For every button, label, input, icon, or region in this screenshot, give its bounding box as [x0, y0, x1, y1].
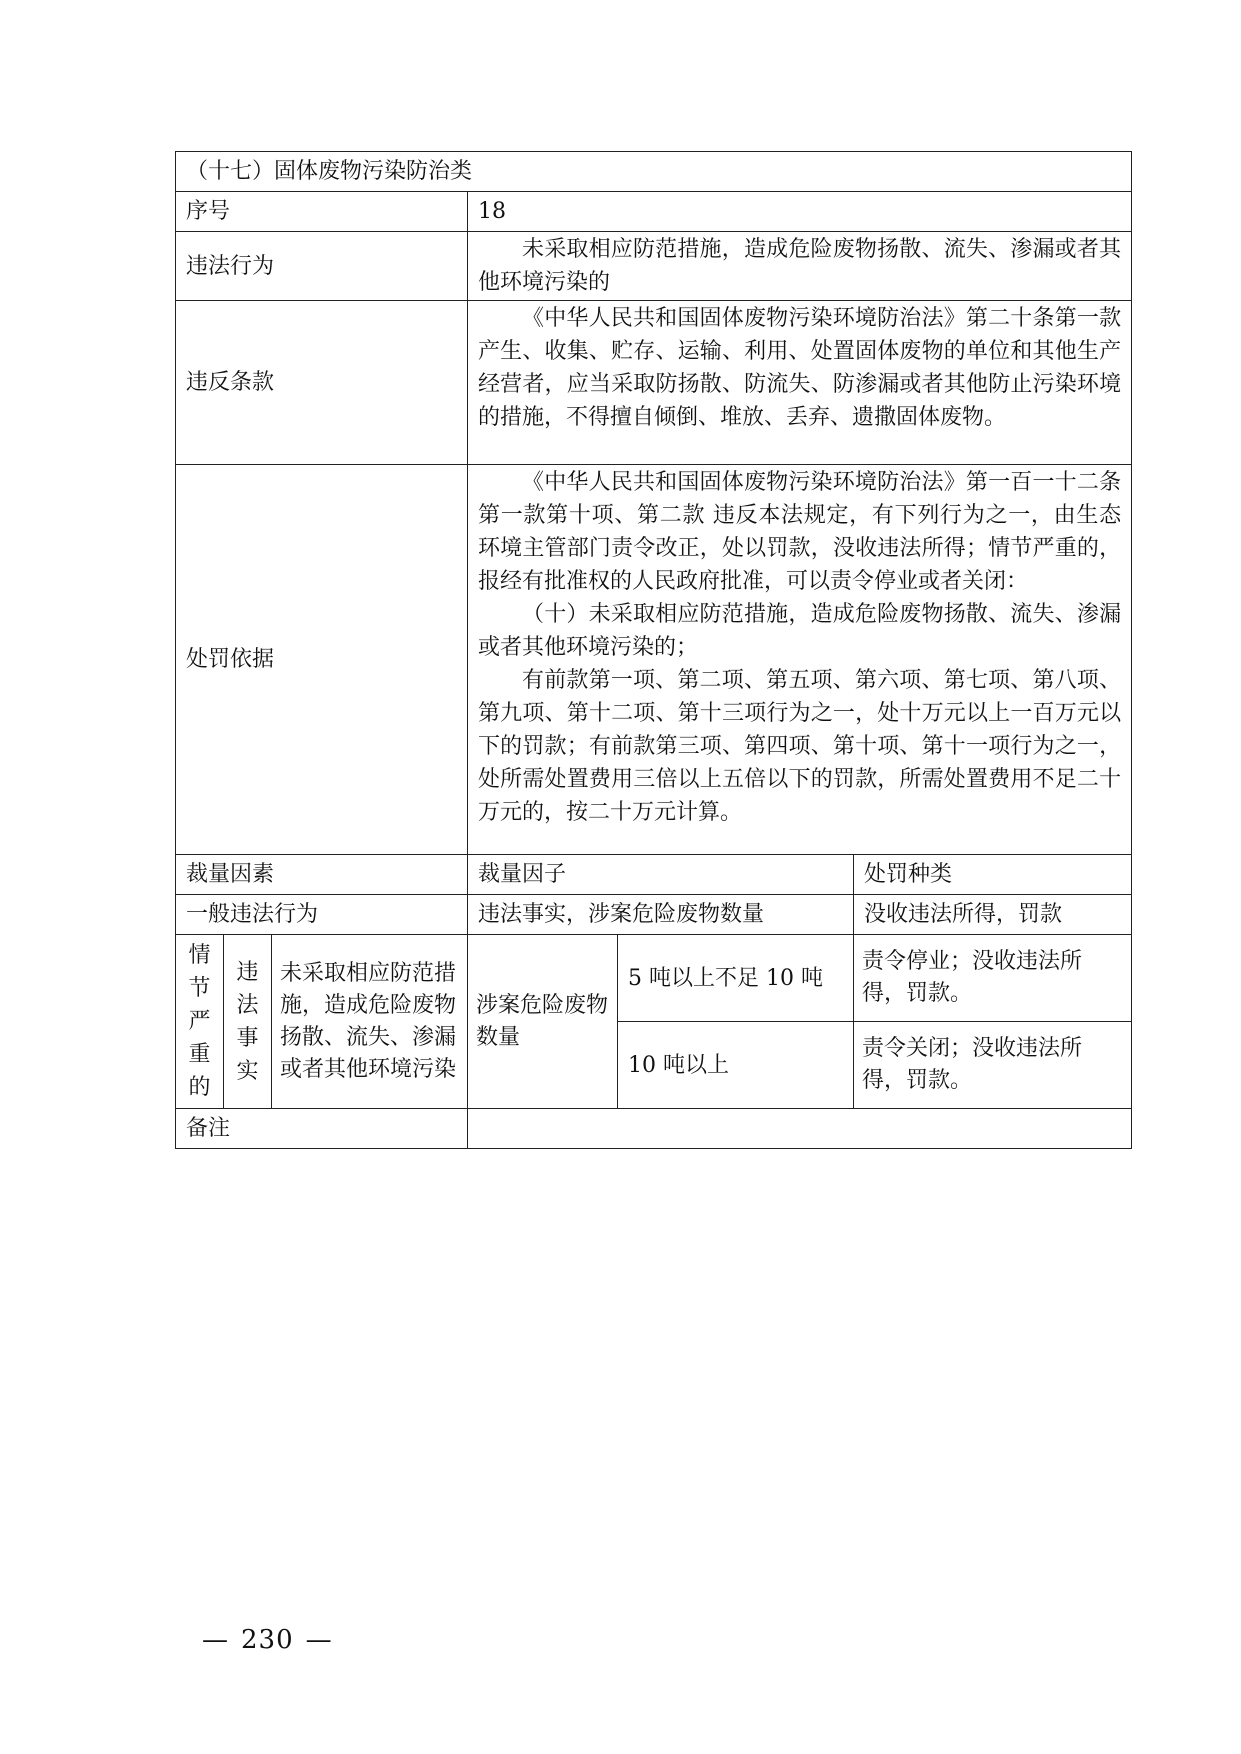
violated-clause-text: 《中华人民共和国固体废物污染环境防治法》第二十条第一款 产生、收集、贮存、运输、利用、处置固体废物的单位和其他生产经营者，应当采取防扬散、防流失、防渗漏或者其他防止污染环境的措施，不得擅自倾倒、堆放、丢弃、遗撒固体废物。: [478, 306, 1122, 430]
page-number-dash-right: —: [305, 1625, 333, 1655]
penalty-type-header: 处罚种类: [854, 855, 1132, 895]
penalty-standard-table: [175, 151, 1132, 1149]
penalty-tier-1: 责令停业；没收违法所得，罚款。: [854, 935, 1132, 1022]
quantity-tier-2: 10 吨以上: [618, 1022, 854, 1109]
violation-label: 违法行为: [176, 232, 468, 301]
violation-text: 未采取相应防范措施，造成危险废物扬散、流失、渗漏或者其他环境污染的: [478, 237, 1122, 295]
serial-value: 18: [468, 192, 1132, 232]
violated-clause-label: 违反条款: [176, 301, 468, 465]
penalty-basis-label: 处罚依据: [176, 465, 468, 855]
serious-fact-text: 未采取相应防范措施，造成危险废物扬散、流失、渗漏或者其他环境污染: [272, 935, 468, 1109]
page-number: [190, 1625, 345, 1655]
serious-label: 情节严重的: [176, 935, 224, 1109]
general-violation-penalty: 没收违法所得，罚款: [854, 895, 1132, 935]
penalty-basis-cell: [468, 465, 1132, 855]
violated-clause-cell: [468, 301, 1132, 465]
remarks-label: 备注: [176, 1109, 468, 1149]
page-number-value: 230: [241, 1625, 294, 1655]
hazardous-quantity-label: 涉案危险废物数量: [468, 935, 618, 1109]
quantity-tier-1: 5 吨以上不足 10 吨: [618, 935, 854, 1022]
penalty-basis-paragraph: 《中华人民共和国固体废物污染环境防治法》第一百一十二条第一款第十项、第二款 违反本法规定，有下列行为之一，由生态环境主管部门责令改正，处以罚款，没收违法所得；情节严重的，报经有批准权的人民政府批准，可以责令停业或者关闭：: [478, 470, 1122, 594]
discretion-element-header: 裁量因子: [468, 855, 854, 895]
illegal-fact-label: 违法事实: [224, 935, 272, 1109]
section-title: （十七）固体废物污染防治类: [176, 152, 1132, 192]
remarks-value: [468, 1109, 1132, 1149]
page-number-dash-left: —: [202, 1625, 229, 1655]
serial-label: 序号: [176, 192, 468, 232]
penalty-tier-2: 责令关闭；没收违法所得，罚款。: [854, 1022, 1132, 1109]
discretion-factor-header: 裁量因素: [176, 855, 468, 895]
violation-cell: [468, 232, 1132, 301]
general-violation-label: 一般违法行为: [176, 895, 468, 935]
general-violation-factor: 违法事实，涉案危险废物数量: [468, 895, 854, 935]
penalty-basis-paragraph: 有前款第一项、第二项、第五项、第六项、第七项、第八项、第九项、第十二项、第十三项行为之一，处十万元以上一百万元以下的罚款；有前款第三项、第四项、第十项、第十一项行为之一，处所需处置费用三倍以上五倍以下的罚款，所需处置费用不足二十万元的，按二十万元计算。: [478, 668, 1122, 825]
penalty-basis-paragraph: （十）未采取相应防范措施，造成危险废物扬散、流失、渗漏或者其他环境污染的；: [478, 602, 1122, 660]
